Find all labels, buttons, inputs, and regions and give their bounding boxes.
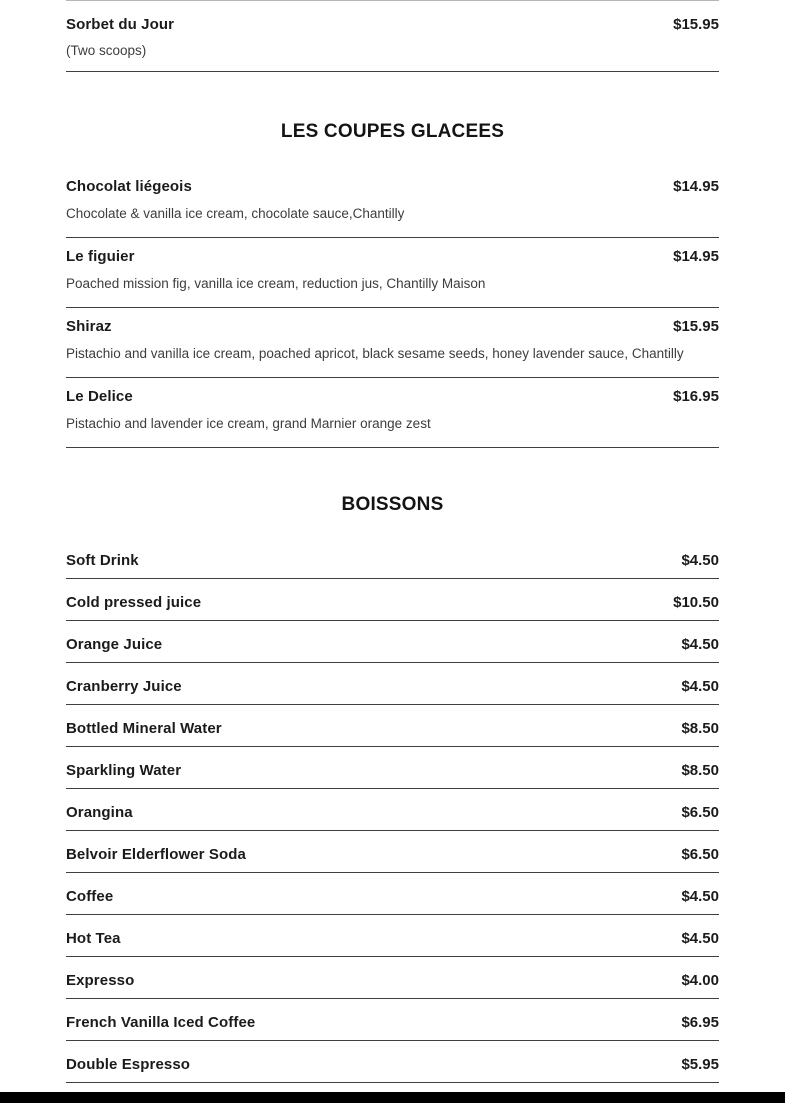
item-price: $6.95 xyxy=(681,1014,719,1031)
item-price: $15.95 xyxy=(673,318,719,335)
drinks-list xyxy=(66,537,719,1083)
item-name: Le Delice xyxy=(66,388,133,405)
item-name: Soft Drink xyxy=(66,552,139,569)
menu-item-head xyxy=(66,636,719,654)
menu-item-head xyxy=(66,178,719,196)
menu-item-head xyxy=(66,388,719,406)
menu-item-le-figuier xyxy=(66,248,719,308)
menu-item-expresso xyxy=(66,957,719,999)
item-name: Coffee xyxy=(66,888,114,905)
item-description: (Two scoops) xyxy=(66,43,147,58)
menu-item-head xyxy=(66,678,719,696)
divider xyxy=(66,71,719,72)
menu-item-head xyxy=(66,1014,719,1032)
item-name: Belvoir Elderflower Soda xyxy=(66,846,246,863)
item-price: $15.95 xyxy=(673,16,719,33)
item-price: $5.95 xyxy=(681,1056,719,1073)
item-name: Chocolat liégeois xyxy=(66,178,192,195)
divider xyxy=(66,307,719,308)
menu-item-head xyxy=(66,318,719,336)
menu-item-head xyxy=(66,720,719,738)
menu-item-chocolat-liegeois xyxy=(66,178,719,238)
section-title-boissons: BOISSONS xyxy=(341,494,444,515)
menu-item-le-delice xyxy=(66,388,719,448)
item-name: Shiraz xyxy=(66,318,112,335)
menu-item-head xyxy=(66,552,719,570)
item-price: $4.50 xyxy=(681,930,719,947)
item-name: Sorbet du Jour xyxy=(66,16,175,33)
item-name: Sparkling Water xyxy=(66,762,182,779)
item-price: $4.50 xyxy=(681,636,719,653)
menu-item-head xyxy=(66,16,719,34)
menu-item-double-espresso xyxy=(66,1041,719,1083)
item-price: $14.95 xyxy=(673,178,719,195)
item-price: $4.50 xyxy=(681,678,719,695)
item-name: Bottled Mineral Water xyxy=(66,720,222,737)
menu-item-head xyxy=(66,804,719,822)
menu-item-belvoir-elderflower-soda xyxy=(66,831,719,873)
item-name: Orange Juice xyxy=(66,636,163,653)
item-price: $4.50 xyxy=(681,552,719,569)
item-name: Cold pressed juice xyxy=(66,594,202,611)
divider xyxy=(66,377,719,378)
item-price: $4.00 xyxy=(681,972,719,989)
menu-item-sorbet-du-jour xyxy=(66,16,719,72)
item-price: $8.50 xyxy=(681,720,719,737)
item-price: $6.50 xyxy=(681,804,719,821)
item-description: Poached mission fig, vanilla ice cream, reduction jus, Chantilly Maison xyxy=(66,276,486,291)
section-title-les-coupes-glacees: LES COUPES GLACEES xyxy=(280,121,505,142)
item-name: Expresso xyxy=(66,972,135,989)
menu-item-bottled-mineral-water xyxy=(66,705,719,747)
divider xyxy=(66,237,719,238)
menu-item-hot-tea xyxy=(66,915,719,957)
menu-item-orangina xyxy=(66,789,719,831)
menu-item-head xyxy=(66,888,719,906)
item-name: Le figuier xyxy=(66,248,135,265)
item-name: Cranberry Juice xyxy=(66,678,182,695)
bottom-bar xyxy=(0,1092,785,1103)
menu-item-head xyxy=(66,972,719,990)
menu-item-head xyxy=(66,846,719,864)
menu-item-head xyxy=(66,594,719,612)
divider xyxy=(66,447,719,448)
menu-item-cranberry-juice xyxy=(66,663,719,705)
menu-item-cold-pressed-juice xyxy=(66,579,719,621)
top-partial-divider xyxy=(66,0,719,1)
menu-item-soft-drink xyxy=(66,537,719,579)
menu-item-french-vanilla-iced-coffee xyxy=(66,999,719,1041)
item-description: Chocolate & vanilla ice cream, chocolate sauce,Chantilly xyxy=(66,206,405,221)
item-name: Hot Tea xyxy=(66,930,121,947)
item-name: French Vanilla Iced Coffee xyxy=(66,1014,256,1031)
item-price: $8.50 xyxy=(681,762,719,779)
menu-item-head xyxy=(66,930,719,948)
item-price: $14.95 xyxy=(673,248,719,265)
menu-item-head xyxy=(66,762,719,780)
item-description: Pistachio and lavender ice cream, grand Marnier orange zest xyxy=(66,416,431,431)
menu-item-head xyxy=(66,248,719,266)
item-name: Double Espresso xyxy=(66,1056,191,1073)
item-price: $10.50 xyxy=(673,594,719,611)
menu-item-shiraz xyxy=(66,318,719,378)
item-name: Orangina xyxy=(66,804,133,821)
item-price: $16.95 xyxy=(673,388,719,405)
menu-item-head xyxy=(66,1056,719,1074)
item-price: $4.50 xyxy=(681,888,719,905)
item-price: $6.50 xyxy=(681,846,719,863)
menu-item-orange-juice xyxy=(66,621,719,663)
menu-item-coffee xyxy=(66,873,719,915)
menu-item-sparkling-water xyxy=(66,747,719,789)
menu-page xyxy=(66,0,719,1083)
item-description: Pistachio and vanilla ice cream, poached apricot, black sesame seeds, honey lavender sauce, Chantilly xyxy=(66,346,684,361)
